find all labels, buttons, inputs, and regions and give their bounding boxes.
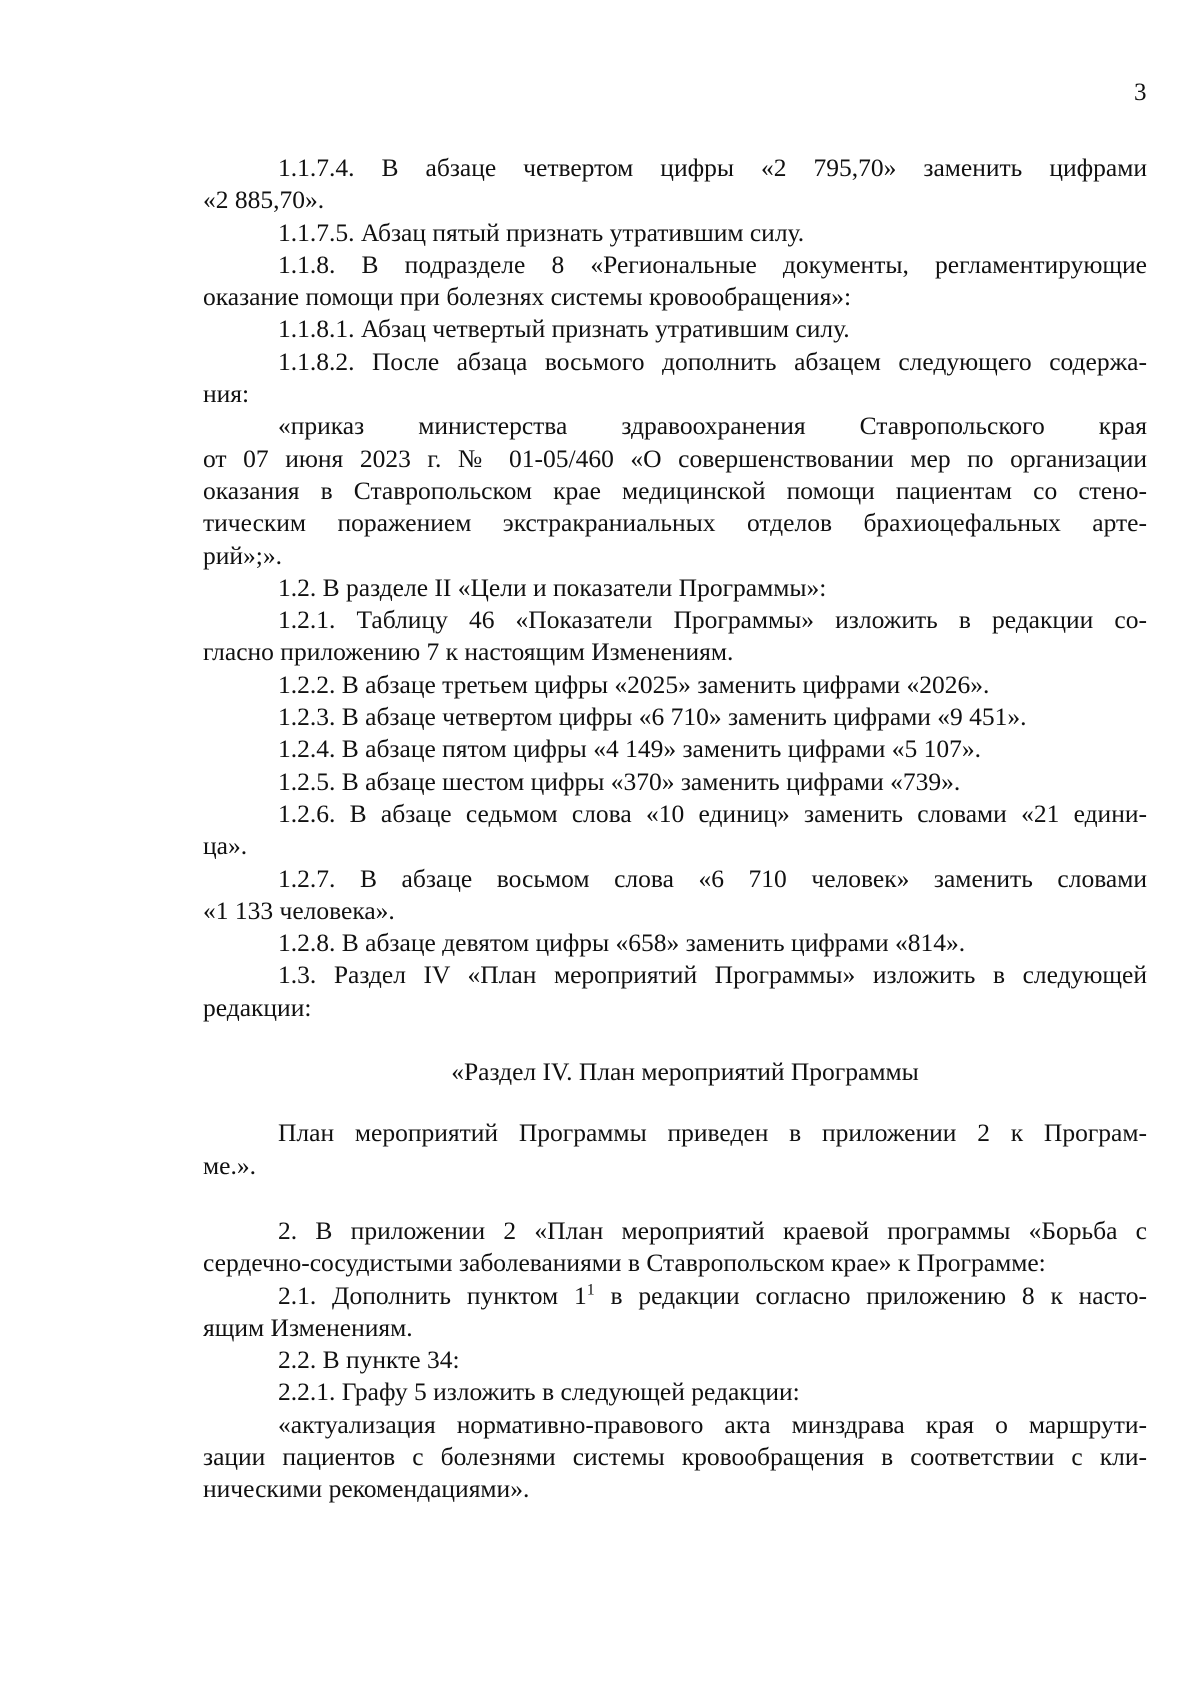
paragraph-1-2-1: 1.2.1. Таблицу 46 «Показатели Программы» изложить в редакции со- xyxy=(278,605,1147,635)
paragraph-1-2-6: 1.2.6. В абзаце седьмом слова «10 единиц» заменить словами «21 едини- xyxy=(278,798,1147,828)
paragraph-1-2-5: 1.2.5. В абзаце шестом цифры «370» заменить цифрами «739». xyxy=(278,766,961,796)
paragraph-1-1-7-5: 1.1.7.5. Абзац пятый признать утратившим силу. xyxy=(278,217,805,247)
spacer xyxy=(203,1088,1147,1117)
paragraph-1-3-cont: редакции: xyxy=(203,992,312,1022)
spacer xyxy=(203,1024,1147,1056)
paragraph-2: 2. В приложении 2 «План мероприятий краевой программы «Борьба с xyxy=(278,1215,1147,1245)
paragraph-1-2-3: 1.2.3. В абзаце четвертом цифры «6 710» заменить цифрами «9 451». xyxy=(278,702,1027,732)
paragraph-2-1 xyxy=(203,1280,1147,1312)
paragraph-1-1-8: 1.1.8. В подразделе 8 «Региональные документы, регламентирующие xyxy=(278,249,1147,279)
spacer xyxy=(203,1182,1147,1215)
section-iv-text: План мероприятий Программы приведен в приложении 2 к Програм- xyxy=(278,1118,1147,1148)
paragraph-1-1-8-2: 1.1.8.2. После абзаца восьмого дополнить абзацем следующего содержа- xyxy=(278,346,1147,376)
quoted-order-line-5: рий»;». xyxy=(203,540,283,570)
paragraph-2-2: 2.2. В пункте 34: xyxy=(278,1345,460,1375)
quoted-order-line-2: от 07 июня 2023 г. № 01-05/460 «О совершенствовании мер по организации xyxy=(203,443,1147,473)
paragraph-2-2-1: 2.2.1. Графу 5 изложить в следующей редакции: xyxy=(278,1377,800,1407)
section-title: «Раздел IV. План мероприятий Программы xyxy=(451,1057,919,1087)
paragraph-1-2-1-cont: гласно приложению 7 к настоящим Изменениям. xyxy=(203,637,734,667)
quoted-order-line-1: «приказ министерства здравоохранения Ставропольского края xyxy=(278,411,1147,441)
quoted-order-line-3: оказания в Ставропольском крае медицинской помощи пациентам со стено- xyxy=(203,475,1147,505)
quoted-column-5-line-3: ническими рекомендациями». xyxy=(203,1474,530,1504)
paragraph-1-1-7-4-cont: «2 885,70». xyxy=(203,185,325,215)
paragraph-1-2-8: 1.2.8. В абзаце девятом цифры «658» заменить цифрами «814». xyxy=(278,928,966,958)
paragraph-2-cont: сердечно-сосудистыми заболеваниями в Ставропольском крае» к Программе: xyxy=(203,1248,1046,1278)
paragraph-2-1-cont: ящим Изменениям. xyxy=(203,1312,413,1342)
paragraph-1-1-7-4: 1.1.7.4. В абзаце четвертом цифры «2 795,70» заменить цифрами xyxy=(278,153,1147,182)
paragraph-1-3: 1.3. Раздел IV «План мероприятий Программы» изложить в следующей xyxy=(278,960,1147,990)
paragraph-2-1-text: 2.1. Дополнить пунктом 1 xyxy=(278,1280,587,1310)
paragraph-1-1-8-cont: оказание помощи при болезнях системы кровообращения»: xyxy=(203,282,852,312)
paragraph-1-2-7-cont: «1 133 человека». xyxy=(203,895,395,925)
paragraph-1-2-2: 1.2.2. В абзаце третьем цифры «2025» заменить цифрами «2026». xyxy=(278,669,990,699)
paragraph-1-2-4: 1.2.4. В абзаце пятом цифры «4 149» заменить цифрами «5 107». xyxy=(278,734,982,764)
paragraph-2-1-text-end: в редакции согласно приложению 8 к насто- xyxy=(594,1280,1147,1310)
section-iv-text-cont: ме.». xyxy=(203,1150,256,1180)
paragraph-1-1-8-2-cont: ния: xyxy=(203,379,250,409)
quoted-order-line-4: тическим поражением экстракраниальных отделов брахиоцефальных арте- xyxy=(203,508,1147,538)
paragraph-1-2-6-cont: ца». xyxy=(203,831,248,861)
page-number: 3 xyxy=(1134,79,1147,106)
paragraph-1-2-7: 1.2.7. В абзаце восьмом слова «6 710 человек» заменить словами xyxy=(278,863,1147,893)
quoted-column-5-line-2: зации пациентов с болезнями системы кровообращения в соответствии с кли- xyxy=(203,1441,1147,1471)
paragraph-1-2: 1.2. В разделе II «Цели и показатели Программы»: xyxy=(278,572,827,602)
quoted-column-5-line-1: «актуализация нормативно-правового акта минздрава края о маршрути- xyxy=(278,1409,1147,1439)
superscript: 1 xyxy=(586,1281,595,1298)
paragraph-1-1-8-1: 1.1.8.1. Абзац четвертый признать утратившим силу. xyxy=(278,314,850,344)
document-body xyxy=(203,152,1147,1506)
